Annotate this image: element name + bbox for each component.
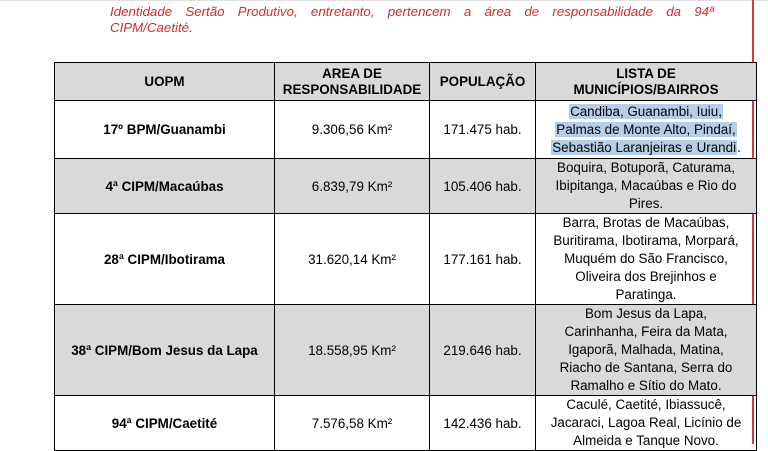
row-area: 18.558,95 Km² <box>275 305 430 396</box>
row-municipalities <box>536 159 757 214</box>
municipality-line: Candiba, Guanambi, Iuiu, <box>570 103 722 119</box>
header-population: POPULAÇÃO <box>430 63 536 101</box>
row-uopm: 4ª CIPM/Macaúbas <box>55 159 275 214</box>
municipality-line: Boquira, Botuporã, Caturama, <box>557 160 735 175</box>
row-uopm: 38ª CIPM/Bom Jesus da Lapa <box>55 305 275 396</box>
page-top-border <box>0 0 768 1</box>
municipality-line: Riacho de Santana, Serra do <box>559 360 733 375</box>
header-area <box>275 63 430 101</box>
municipality-line: Almeida e Tanque Novo. <box>573 433 719 448</box>
municipality-line: Buritirama, Ibotirama, Morpará, <box>553 233 739 248</box>
municipality-line: Carinhanha, Feira da Mata, <box>564 324 728 339</box>
table-row <box>55 159 757 214</box>
row-population: 177.161 hab. <box>430 214 536 305</box>
uopm-table <box>54 62 757 451</box>
municipality-line: Paratinga. <box>615 287 677 302</box>
municipality-line: Ibipitanga, Macaúbas e Rio do <box>555 178 737 193</box>
header-uopm: UOPM <box>55 63 275 101</box>
row-area: 9.306,56 Km² <box>275 101 430 159</box>
row-population: 219.646 hab. <box>430 305 536 396</box>
table-row <box>55 396 757 451</box>
intro-line-1: Identidade Sertão Produtivo, entretanto, pertencem a área de responsabilidade da 94ª <box>110 4 714 19</box>
intro-line-2: CIPM/Caetité. <box>110 20 193 35</box>
row-municipalities <box>536 396 757 451</box>
header-area-line1: AREA DE <box>322 65 382 81</box>
municipality-line-suffix: . <box>737 139 741 155</box>
municipality-line: Ramalho e Sítio do Mato. <box>570 378 722 393</box>
header-list-line2: MUNICÍPIOS/BAIRROS <box>573 81 719 97</box>
row-municipalities <box>536 214 757 305</box>
row-population: 142.436 hab. <box>430 396 536 451</box>
intro-paragraph <box>110 4 714 36</box>
row-population: 105.406 hab. <box>430 159 536 214</box>
header-area-line2: RESPONSABILIDADE <box>282 81 422 97</box>
municipality-line: Igaporã, Malhada, Matina, <box>568 342 724 357</box>
header-list <box>536 63 757 101</box>
municipality-line: Palmas de Monte Alto, Pindaí, <box>556 121 736 137</box>
municipality-line: Jacaraci, Lagoa Real, Licínio de <box>550 415 742 430</box>
municipality-line: Bom Jesus da Lapa, <box>584 306 708 321</box>
row-municipalities <box>536 101 757 159</box>
municipality-line: Muquém do São Francisco, <box>564 251 728 266</box>
header-list-line1: LISTA DE <box>616 65 676 81</box>
municipality-line: Sebastião Laranjeiras e Urandi <box>552 139 737 155</box>
table-row <box>55 101 757 159</box>
table-row <box>55 305 757 396</box>
row-area: 31.620,14 Km² <box>275 214 430 305</box>
row-area: 6.839,79 Km² <box>275 159 430 214</box>
row-uopm: 17º BPM/Guanambi <box>55 101 275 159</box>
table-row <box>55 214 757 305</box>
row-municipalities <box>536 305 757 396</box>
municipality-line: Caculé, Caetité, Ibiassucê, <box>566 397 726 412</box>
municipality-line: Oliveira dos Brejinhos e <box>575 269 717 284</box>
row-area: 7.576,58 Km² <box>275 396 430 451</box>
row-uopm: 28ª CIPM/Ibotirama <box>55 214 275 305</box>
municipality-line: Barra, Brotas de Macaúbas, <box>562 215 730 230</box>
table-header-row <box>55 63 757 101</box>
municipality-line: Pires. <box>628 196 664 211</box>
row-uopm: 94ª CIPM/Caetité <box>55 396 275 451</box>
row-population: 171.475 hab. <box>430 101 536 159</box>
